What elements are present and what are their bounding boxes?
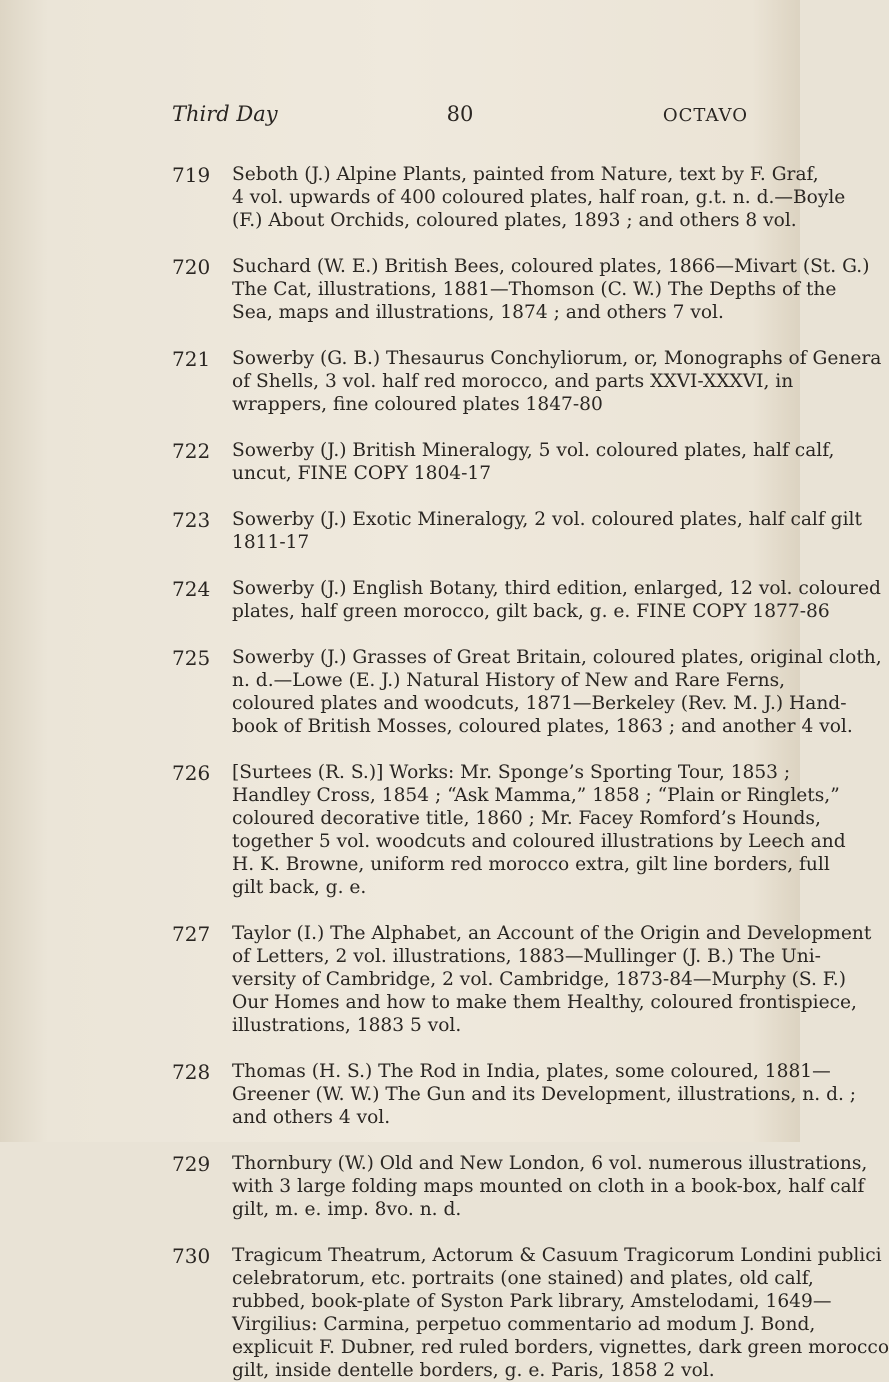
lot-number: 724 [172, 577, 211, 601]
lot-description [232, 347, 882, 416]
lot-description [232, 163, 846, 232]
lot-description [232, 922, 872, 1037]
description-line: wrappers, fine coloured plates 1847-80 [232, 394, 603, 415]
description-line: (F.) About Orchids, coloured plates, 1893 ; and others 8 vol. [232, 210, 797, 231]
description-line: of Letters, 2 vol. illustrations, 1883—Mullinger (J. B.) The Uni- [232, 946, 821, 967]
lot-number: 721 [172, 347, 211, 371]
description-line: of Shells, 3 vol. half red morocco, and parts XXVI-XXXVI, in [232, 371, 794, 392]
lot-description [232, 1244, 889, 1382]
page-header [172, 102, 748, 132]
description-line: [Surtees (R. S.)] Works: Mr. Sponge’s Sporting Tour, 1853 ; [232, 762, 791, 783]
description-line: Greener (W. W.) The Gun and its Development, illustrations, n. d. ; [232, 1084, 857, 1105]
lot-description [232, 1060, 857, 1129]
lot-number: 720 [172, 255, 211, 279]
description-line: celebratorum, etc. portraits (one stained) and plates, old calf, [232, 1268, 814, 1289]
lot-number: 726 [172, 761, 211, 785]
description-line: uncut, FINE COPY 1804-17 [232, 463, 492, 484]
description-line: Virgilius: Carmina, perpetuo commentario ad modum J. Bond, [232, 1314, 816, 1335]
description-line: and others 4 vol. [232, 1107, 391, 1128]
description-line: coloured plates and woodcuts, 1871—Berkeley (Rev. M. J.) Hand- [232, 693, 847, 714]
description-line: Sowerby (G. B.) Thesaurus Conchyliorum, or, Monographs of Genera [232, 348, 882, 369]
lot-number: 729 [172, 1152, 211, 1176]
description-line: Sowerby (J.) Exotic Mineralogy, 2 vol. coloured plates, half calf gilt [232, 509, 862, 530]
lot-number: 725 [172, 646, 211, 670]
description-line: explicuit F. Dubner, red ruled borders, vignettes, dark green morocco [232, 1337, 889, 1358]
page-number: 80 [446, 102, 474, 126]
lot-number: 730 [172, 1244, 211, 1268]
description-line: Handley Cross, 1854 ; “Ask Mamma,” 1858 ; “Plain or Ringlets,” [232, 785, 840, 806]
lot-number: 722 [172, 439, 211, 463]
description-line: Seboth (J.) Alpine Plants, painted from Nature, text by F. Graf, [232, 164, 819, 185]
description-line: Tragicum Theatrum, Actorum & Casuum Tragicorum Londini publici [232, 1245, 882, 1266]
description-line: n. d.—Lowe (E. J.) Natural History of New and Rare Ferns, [232, 670, 786, 691]
description-line: with 3 large folding maps mounted on cloth in a book-box, half calf [232, 1176, 865, 1197]
description-line: plates, half green morocco, gilt back, g. e. FINE COPY 1877-86 [232, 601, 830, 622]
description-line: Our Homes and how to make them Healthy, coloured frontispiece, [232, 992, 857, 1013]
description-line: gilt back, g. e. [232, 877, 367, 898]
running-title: Third Day [172, 102, 278, 126]
lot-description [232, 1152, 868, 1221]
description-line: Thornbury (W.) Old and New London, 6 vol. numerous illustrations, [232, 1153, 868, 1174]
description-line: versity of Cambridge, 2 vol. Cambridge, 1873-84—Murphy (S. F.) [232, 969, 846, 990]
lot-description [232, 646, 882, 738]
lot-description [232, 577, 881, 623]
lot-description [232, 508, 862, 554]
description-line: Thomas (H. S.) The Rod in India, plates, some coloured, 1881— [232, 1061, 831, 1082]
description-line: Taylor (I.) The Alphabet, an Account of the Origin and Development [232, 923, 872, 944]
description-line: coloured decorative title, 1860 ; Mr. Facey Romford’s Hounds, [232, 808, 821, 829]
description-line: gilt, inside dentelle borders, g. e. Paris, 1858 2 vol. [232, 1360, 715, 1381]
lot-description [232, 761, 846, 899]
description-line: Sowerby (J.) British Mineralogy, 5 vol. coloured plates, half calf, [232, 440, 835, 461]
description-line: Suchard (W. E.) British Bees, coloured plates, 1866—Mivart (St. G.) [232, 256, 870, 277]
lot-description [232, 439, 835, 485]
description-line: The Cat, illustrations, 1881—Thomson (C. W.) The Depths of the [232, 279, 837, 300]
lot-number: 727 [172, 922, 211, 946]
description-line: 1811-17 [232, 532, 310, 553]
description-line: gilt, m. e. imp. 8vo. n. d. [232, 1199, 462, 1220]
format-label: OCTAVO [662, 105, 748, 126]
description-line: 4 vol. upwards of 400 coloured plates, half roan, g.t. n. d.—Boyle [232, 187, 846, 208]
lot-number: 719 [172, 163, 211, 187]
description-line: illustrations, 1883 5 vol. [232, 1015, 462, 1036]
lot-number: 728 [172, 1060, 211, 1084]
description-line: Sowerby (J.) English Botany, third edition, enlarged, 12 vol. coloured [232, 578, 881, 599]
description-line: H. K. Browne, uniform red morocco extra, gilt line borders, full [232, 854, 830, 875]
description-line: Sea, maps and illustrations, 1874 ; and others 7 vol. [232, 302, 724, 323]
lot-description [232, 255, 870, 324]
description-line: rubbed, book-plate of Syston Park library, Amstelodami, 1649— [232, 1291, 832, 1312]
description-line: book of British Mosses, coloured plates, 1863 ; and another 4 vol. [232, 716, 853, 737]
lot-number: 723 [172, 508, 211, 532]
description-line: together 5 vol. woodcuts and coloured illustrations by Leech and [232, 831, 846, 852]
description-line: Sowerby (J.) Grasses of Great Britain, coloured plates, original cloth, [232, 647, 882, 668]
